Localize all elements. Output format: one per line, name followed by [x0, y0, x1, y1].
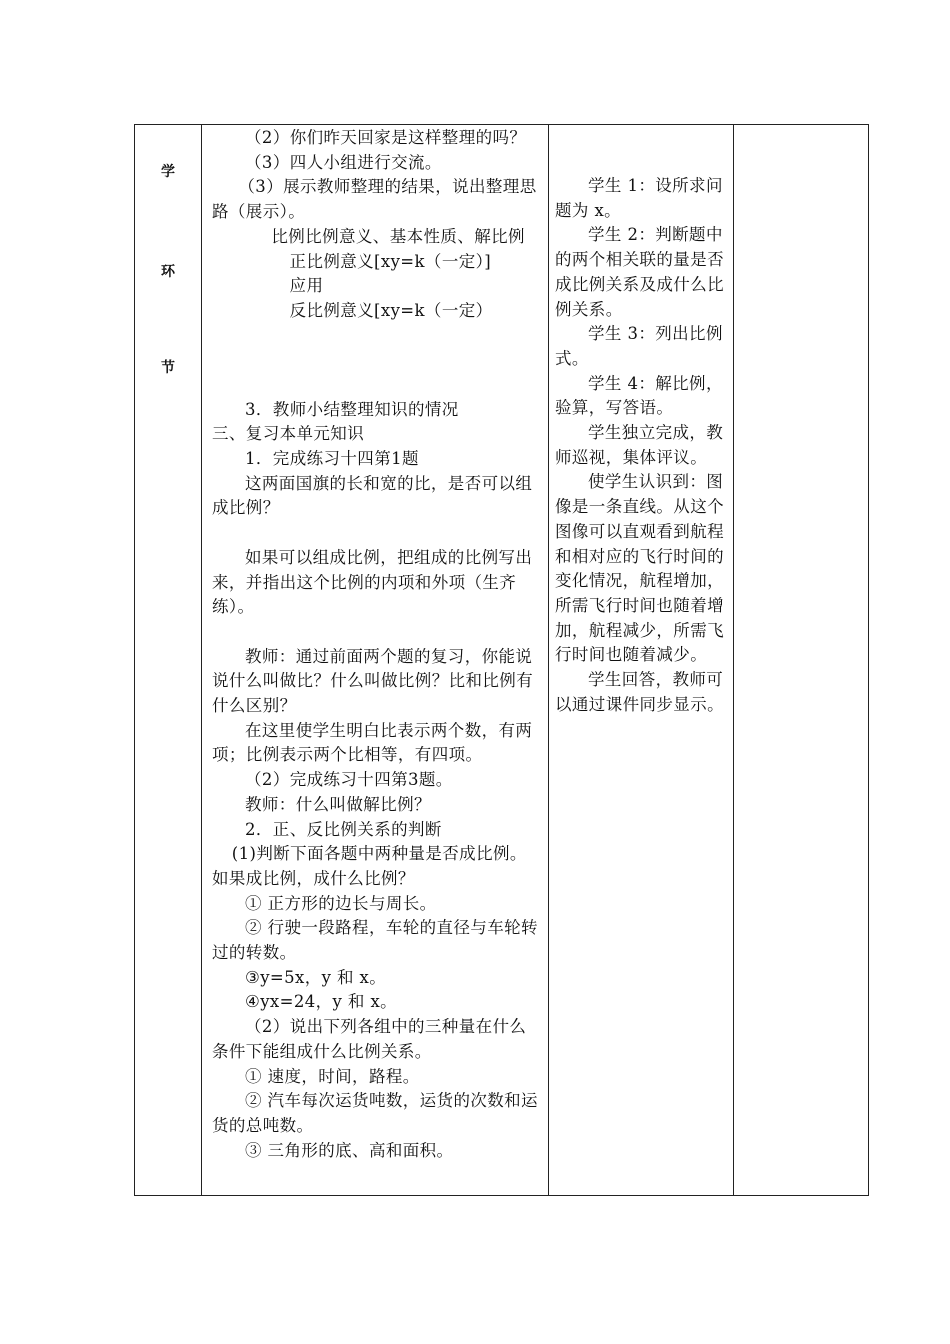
text-line: （3）展示教师整理的结果，说出整理思路（展示）。 — [212, 177, 537, 222]
student-activity-cell — [549, 125, 734, 1196]
text-line: 使学生认识到：图像是一条直线。从这个图像可以直观看到航程和相对应的飞行时间的变化情况，航程增加，所需飞行时间也随着增加，航程减少，所需飞行时间也随着减少。 — [555, 472, 724, 665]
section-label-char: 节 — [161, 360, 175, 376]
notes-cell — [734, 125, 869, 1196]
text-line: 应用 — [289, 276, 324, 296]
text-line: 学生 1：设所求问题为 x。 — [555, 176, 723, 220]
text-line: （2）完成练习十四第3题。 — [245, 770, 453, 790]
teacher-activity-cell — [202, 125, 549, 1196]
text-line: 三、复习本单元知识 — [212, 424, 365, 444]
text-line: ② 行驶一段路程，车轮的直径与车轮转过的转数。 — [212, 918, 538, 963]
text-line: （2）说出下列各组中的三种量在什么条件下能组成什么比例关系。 — [212, 1017, 527, 1061]
section-label-char: 环 — [161, 264, 175, 280]
text-line: 如果可以组成比例，把组成的比例写出来，并指出这个比例的内项和外项（生齐练）。 — [212, 547, 533, 617]
section-label-char: 学 — [161, 164, 175, 180]
text-line: （3）四人小组进行交流。 — [245, 152, 442, 172]
text-line: 学生 4：解比例，验算，写答语。 — [555, 373, 723, 418]
text-line: 学生独立完成，教师巡视，集体评议。 — [555, 423, 724, 467]
text-line: 学生回答，教师可以通过课件同步显示。 — [555, 670, 724, 714]
text-line: (1)判断下面各题中两种量是否成比例。如果成比例，成什么比例？ — [212, 844, 527, 888]
text-line: （2）你们昨天回家是这样整理的吗？ — [245, 128, 527, 147]
text-line: 教师：什么叫做解比例？ — [245, 794, 431, 814]
text-line: 反比例意义[xy=k（一定） — [289, 300, 493, 320]
text-line: ① 正方形的边长与周长。 — [245, 893, 437, 913]
text-line: 在这里使学生明白比表示两个数，有两项；比例表示两个比相等，有四项。 — [212, 720, 533, 765]
text-line: ② 汽车每次运货吨数，运货的次数和运货的总吨数。 — [212, 1091, 538, 1135]
text-line: 3．教师小结整理知识的情况 — [245, 399, 459, 419]
text-line: 比例比例意义、基本性质、解比例 — [271, 226, 525, 246]
text-line: 这两面国旗的长和宽的比，是否可以组成比例？ — [212, 473, 533, 518]
text-line: ③y=5x，y 和 x。 — [245, 967, 387, 987]
text-line: ③ 三角形的底、高和面积。 — [245, 1140, 454, 1160]
table-row — [135, 125, 869, 1196]
text-line: 教师：通过前面两个题的复习，你能说说什么叫做比？什么叫做比例？比和比例有什么区别？ — [212, 646, 534, 716]
text-line: 2．正、反比例关系的判断 — [245, 819, 442, 839]
text-line: 1．完成练习十四第1题 — [245, 449, 419, 469]
text-line: 学生 3：列出比例式。 — [555, 324, 723, 368]
text-line: ④yx=24，y 和 x。 — [245, 992, 398, 1012]
text-line: 学生 2：判断题中的两个相关联的量是否成比例关系及成什么比例关系。 — [555, 225, 724, 319]
section-label-cell — [135, 125, 202, 1196]
text-line: ① 速度，时间，路程。 — [245, 1066, 420, 1086]
text-line: 正比例意义[xy=k（一定）] — [289, 251, 492, 271]
lesson-plan-table — [134, 124, 869, 1196]
